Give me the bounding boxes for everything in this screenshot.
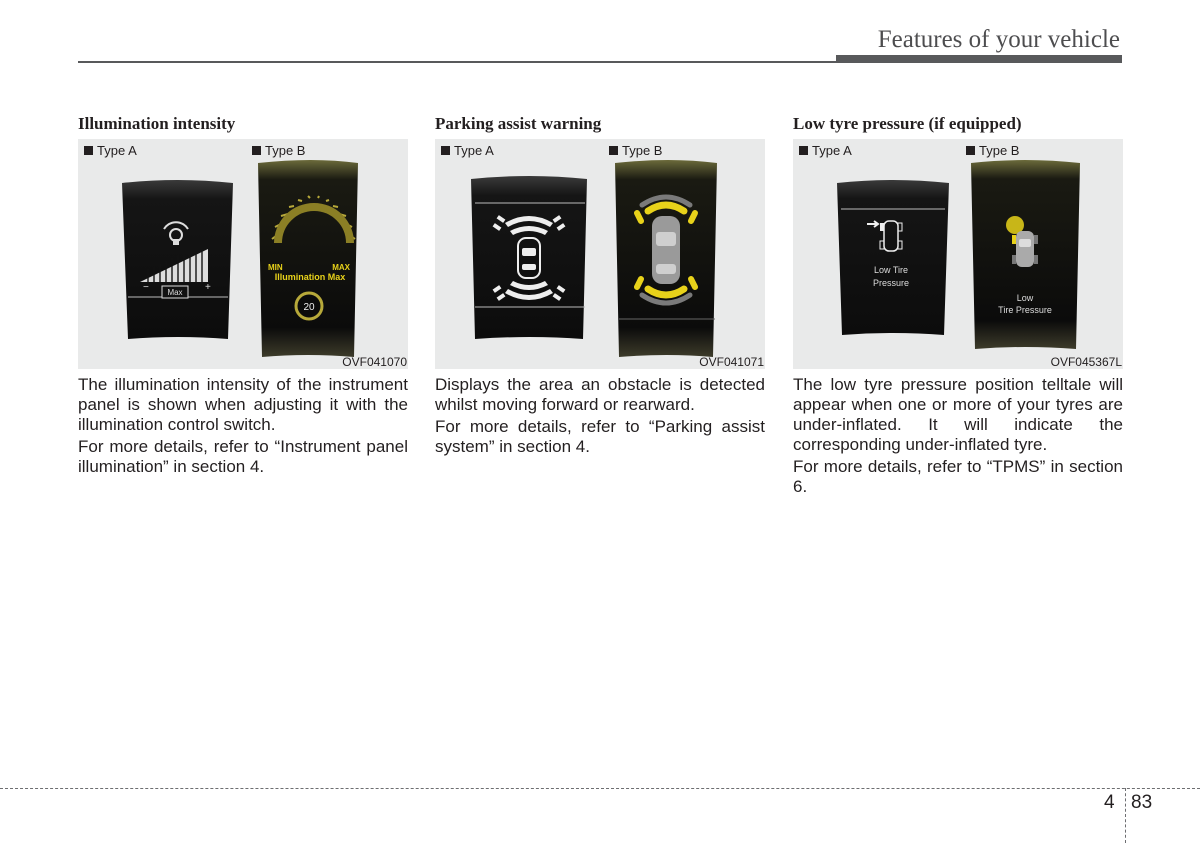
paragraph: For more details, refer to “TPMS” in section 6.	[793, 457, 1123, 496]
minus-label: −	[143, 282, 149, 293]
gauge-value: 20	[303, 302, 315, 313]
section-body	[78, 375, 408, 477]
type-b-label: Type B	[966, 143, 1019, 158]
paragraph: The low tyre pressure position telltale will appear when one or more of your tyres are under-inflated. It will indicate the corresponding under-inflated tyre.	[793, 375, 1123, 454]
figure-code: OVF041070	[342, 355, 407, 369]
paragraph: For more details, refer to “Parking assist system” in section 4.	[435, 417, 765, 456]
page-header-title: Features of your vehicle	[877, 26, 1120, 53]
type-b-label: Type B	[609, 143, 662, 158]
footer-divider	[1125, 788, 1126, 843]
page-number: 83	[1131, 792, 1153, 813]
figure-parking-assist	[435, 139, 765, 369]
car-top-view-icon	[652, 216, 680, 284]
display-b-panel	[258, 160, 358, 357]
type-a-label: Type A	[84, 143, 137, 158]
illumination-displays	[78, 139, 408, 369]
figure-code: OVF045367L	[1050, 355, 1122, 369]
type-b-label: Type B	[252, 143, 305, 158]
section-heading: Low tyre pressure (if equipped)	[793, 114, 1022, 133]
type-a-label: Type A	[441, 143, 494, 158]
display-b-line1: Low	[1016, 293, 1034, 303]
level-label: Max	[167, 288, 183, 297]
section-parking-assist-warning	[435, 114, 765, 459]
page-section-number: 4	[1104, 792, 1115, 813]
header-rule-bar	[836, 55, 1122, 63]
paragraph: For more details, refer to “Instrument panel illumination” in section 4.	[78, 437, 408, 476]
gauge-max-label: MAX	[332, 263, 350, 272]
figure-code: OVF041071	[699, 355, 764, 369]
footer-dashed-rule	[0, 788, 1200, 789]
header-rule	[78, 61, 836, 63]
paragraph: Displays the area an obstacle is detected whilst moving forward or rearward.	[435, 375, 765, 414]
section-body	[435, 375, 765, 457]
section-heading: Parking assist warning	[435, 114, 602, 133]
figure-illumination	[78, 139, 408, 369]
section-illumination-intensity	[78, 114, 408, 479]
gauge-min-label: MIN	[268, 263, 283, 272]
gauge-title: Illumination Max	[274, 272, 346, 282]
display-a-panel	[471, 176, 587, 339]
paragraph: The illumination intensity of the instrument panel is shown when adjusting it with the illumination control switch.	[78, 375, 408, 434]
display-a-line1: Low Tire	[873, 265, 909, 275]
type-a-label: Type A	[799, 143, 852, 158]
section-low-tyre-pressure	[793, 114, 1123, 499]
display-a-panel	[837, 180, 949, 335]
display-a-line2: Pressure	[872, 278, 910, 288]
section-body	[793, 375, 1123, 497]
tyre-pressure-displays	[793, 139, 1123, 369]
section-heading: Illumination intensity	[78, 114, 236, 133]
figure-low-tyre-pressure	[793, 139, 1123, 369]
plus-label: +	[205, 282, 211, 293]
display-b-line2: Tire Pressure	[998, 305, 1052, 315]
parking-assist-displays	[435, 139, 765, 369]
